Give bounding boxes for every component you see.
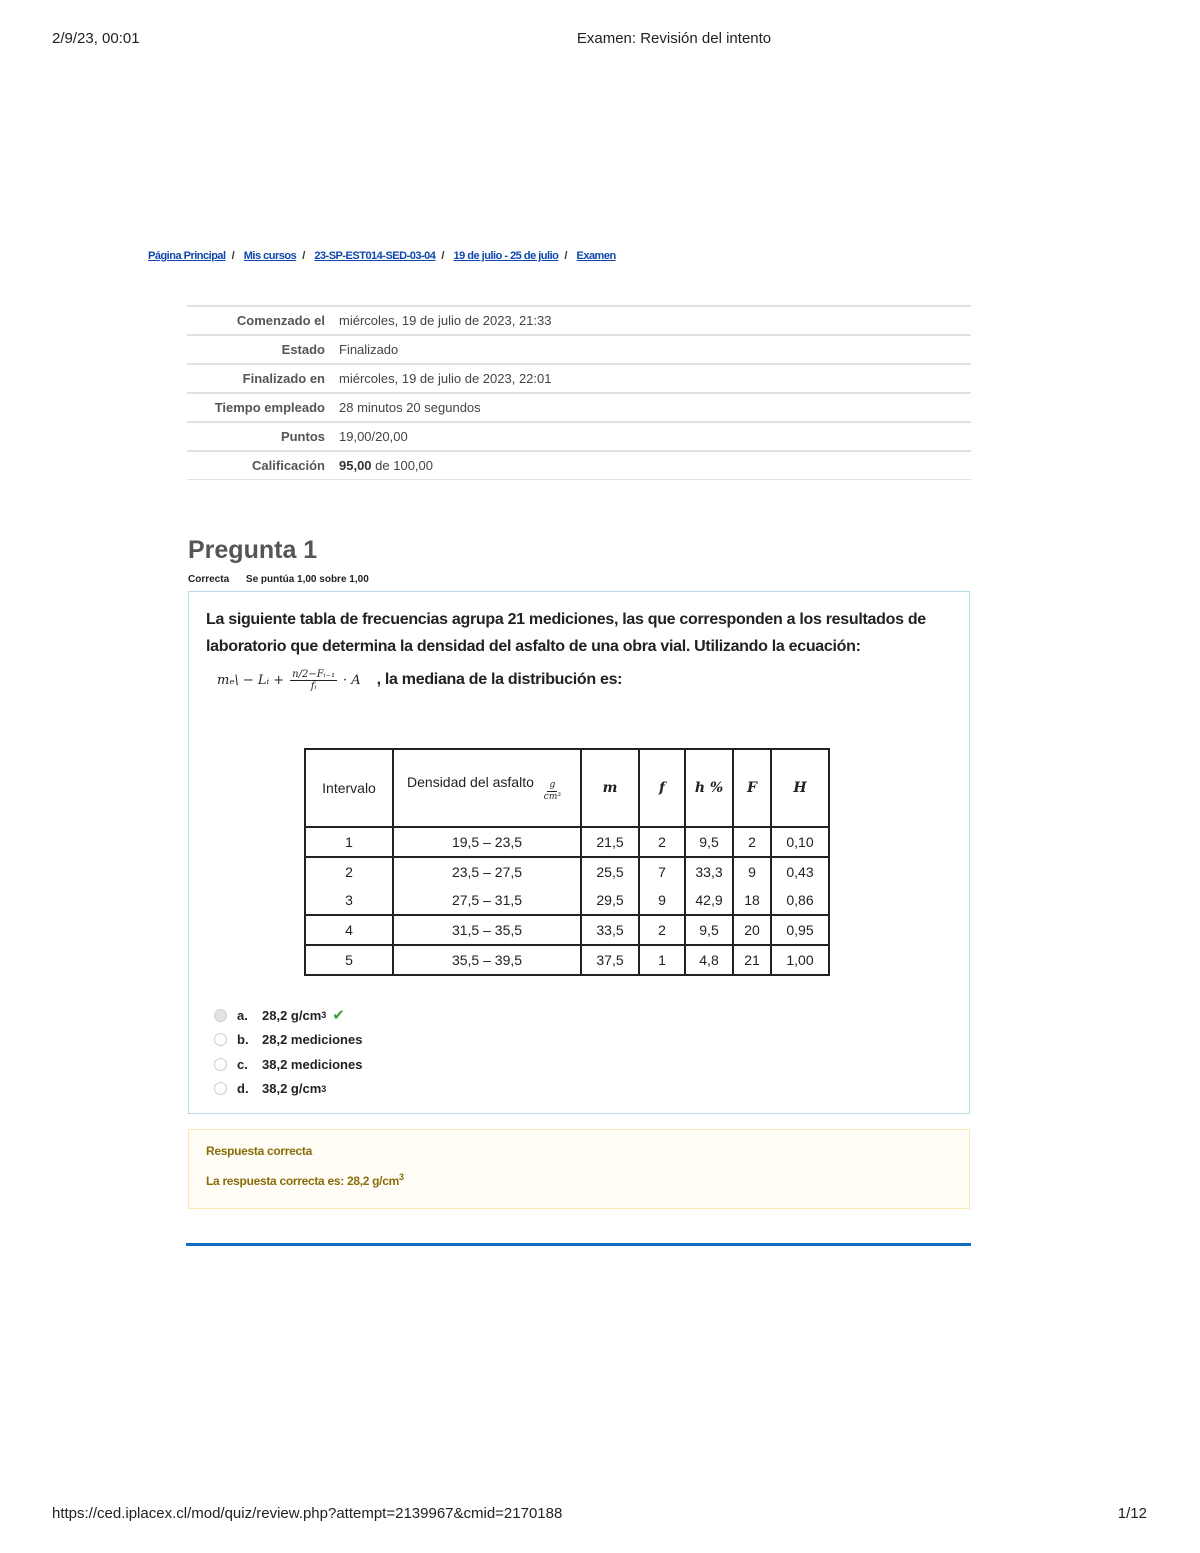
print-title: Examen: Revisión del intento bbox=[576, 30, 772, 47]
table-cell: 31,5 – 35,5 bbox=[393, 915, 581, 945]
summary-value: 19,00/20,00 bbox=[339, 429, 408, 444]
formula-lhs: mₑ\ − Lᵢ + bbox=[217, 672, 285, 688]
answer-text: 28,2 mediciones bbox=[262, 1032, 363, 1048]
frequency-table bbox=[304, 748, 830, 976]
answer-option-b[interactable] bbox=[214, 1028, 362, 1053]
answer-letter: b. bbox=[237, 1032, 249, 1048]
header-F: F bbox=[733, 749, 771, 827]
table-row bbox=[305, 857, 829, 886]
answer-sup: 3 bbox=[321, 1083, 327, 1094]
answer-list bbox=[214, 1003, 362, 1101]
section-divider bbox=[186, 1243, 971, 1246]
table-cell: 33,5 bbox=[581, 915, 639, 945]
summary-row-started bbox=[187, 306, 971, 335]
question-text: La siguiente tabla de frecuencias agrupa 21 mediciones, las que corresponden a los resultados de laboratorio que determina la densidad del asfalto de una obra vial. Utilizando la ecuación: bbox=[206, 611, 926, 655]
summary-value: Finalizado bbox=[339, 342, 399, 357]
table-cell: 4,8 bbox=[685, 945, 733, 975]
summary-value: miércoles, 19 de julio de 2023, 22:01 bbox=[339, 371, 552, 386]
answer-radio[interactable] bbox=[214, 1009, 227, 1022]
answer-text: 38,2 mediciones bbox=[262, 1056, 363, 1072]
header-f: f bbox=[639, 749, 685, 827]
summary-label: Estado bbox=[281, 342, 325, 357]
table-cell: 7 bbox=[639, 857, 685, 886]
summary-row-points bbox=[187, 422, 971, 451]
answer-radio[interactable] bbox=[214, 1033, 227, 1046]
correct-answer-sup: 3 bbox=[398, 1172, 404, 1182]
formula-numerator: n/2−Fᵢ₋₁ bbox=[292, 668, 335, 680]
print-page-number: 1/12 bbox=[1117, 1505, 1147, 1522]
answer-letter: d. bbox=[237, 1081, 249, 1097]
header-H: H bbox=[771, 749, 829, 827]
print-date: 2/9/23, 00:01 bbox=[52, 30, 140, 47]
answer-radio[interactable] bbox=[214, 1082, 227, 1095]
breadcrumb bbox=[148, 250, 616, 262]
breadcrumb-home-link[interactable]: Página Principal bbox=[148, 250, 226, 262]
table-cell: 0,43 bbox=[771, 857, 829, 886]
summary-row-finished bbox=[187, 364, 971, 393]
answer-text: 28,2 g/cm bbox=[262, 1007, 322, 1023]
breadcrumb-separator: / bbox=[302, 250, 306, 262]
table-cell: 25,5 bbox=[581, 857, 639, 886]
summary-row-time bbox=[187, 393, 971, 422]
correct-answer-text bbox=[206, 1172, 404, 1188]
question-content-box bbox=[188, 591, 970, 1114]
density-unit-num: g bbox=[549, 780, 556, 790]
answer-text: 38,2 g/cm bbox=[262, 1081, 322, 1097]
table-cell: 20 bbox=[733, 915, 771, 945]
print-url: https://ced.iplacex.cl/mod/quiz/review.php?attempt=2139967&cmid=2170188 bbox=[52, 1505, 563, 1522]
feedback-status: Respuesta correcta bbox=[206, 1144, 312, 1158]
table-cell: 27,5 – 31,5 bbox=[393, 886, 581, 915]
table-cell: 33,3 bbox=[685, 857, 733, 886]
breadcrumb-exam-link[interactable]: Examen bbox=[576, 250, 616, 262]
table-cell: 2 bbox=[733, 827, 771, 857]
summary-label: Tiempo empleado bbox=[214, 400, 325, 415]
table-cell: 1 bbox=[639, 945, 685, 975]
breadcrumb-my-courses-link[interactable]: Mis cursos bbox=[243, 250, 297, 262]
answer-option-a[interactable] bbox=[214, 1003, 362, 1028]
summary-label: Puntos bbox=[280, 429, 325, 444]
table-row bbox=[305, 827, 829, 857]
table-cell: 3 bbox=[305, 886, 393, 915]
table-cell: 35,5 – 39,5 bbox=[393, 945, 581, 975]
table-row bbox=[305, 886, 829, 915]
table-cell: 5 bbox=[305, 945, 393, 975]
answer-option-c[interactable] bbox=[214, 1052, 362, 1077]
question-grade: Se puntúa 1,00 sobre 1,00 bbox=[245, 574, 369, 585]
formula-denominator: fᵢ bbox=[310, 680, 317, 692]
question-state: Correcta bbox=[188, 574, 230, 585]
question-text-tail: , la mediana de la distribución es: bbox=[376, 671, 623, 688]
question-info bbox=[188, 574, 369, 585]
formula-fraction bbox=[290, 669, 337, 692]
header-m: m bbox=[581, 749, 639, 827]
answer-sup: 3 bbox=[321, 1010, 327, 1021]
median-formula bbox=[217, 669, 361, 692]
table-cell: 9 bbox=[639, 886, 685, 915]
table-row bbox=[305, 945, 829, 975]
table-cell: 42,9 bbox=[685, 886, 733, 915]
question-title: Pregunta 1 bbox=[188, 536, 318, 564]
check-icon: ✔ bbox=[332, 1007, 345, 1025]
summary-label: Calificación bbox=[252, 458, 325, 473]
table-cell: 0,10 bbox=[771, 827, 829, 857]
breadcrumb-separator: / bbox=[231, 250, 235, 262]
table-row bbox=[305, 915, 829, 945]
attempt-summary-table bbox=[187, 305, 971, 480]
correct-answer-prefix: La respuesta correcta es: 28,2 g/cm bbox=[206, 1174, 399, 1188]
table-cell: 19,5 – 23,5 bbox=[393, 827, 581, 857]
table-cell: 21,5 bbox=[581, 827, 639, 857]
answer-radio[interactable] bbox=[214, 1058, 227, 1071]
table-cell: 9 bbox=[733, 857, 771, 886]
print-header bbox=[0, 30, 1200, 50]
summary-value: 28 minutos 20 segundos bbox=[339, 400, 481, 415]
breadcrumb-course-link[interactable]: 23-SP-EST014-SED-03-04 bbox=[314, 250, 436, 262]
summary-value bbox=[337, 451, 971, 480]
table-cell: 18 bbox=[733, 886, 771, 915]
breadcrumb-separator: / bbox=[564, 250, 568, 262]
summary-label: Comenzado el bbox=[236, 313, 325, 328]
density-unit-den: cm³ bbox=[543, 792, 561, 802]
table-cell: 21 bbox=[733, 945, 771, 975]
table-cell: 37,5 bbox=[581, 945, 639, 975]
table-cell: 2 bbox=[305, 857, 393, 886]
table-cell: 9,5 bbox=[685, 827, 733, 857]
header-h: h % bbox=[685, 749, 733, 827]
summary-row-state bbox=[187, 335, 971, 364]
table-cell: 9,5 bbox=[685, 915, 733, 945]
table-cell: 4 bbox=[305, 915, 393, 945]
table-cell: 2 bbox=[639, 827, 685, 857]
table-cell: 0,86 bbox=[771, 886, 829, 915]
density-unit bbox=[544, 780, 561, 803]
formula-rhs: · A bbox=[342, 672, 361, 688]
table-cell: 29,5 bbox=[581, 886, 639, 915]
answer-letter: a. bbox=[237, 1007, 248, 1023]
summary-row-grade bbox=[187, 451, 971, 480]
table-cell: 1,00 bbox=[771, 945, 829, 975]
answer-option-d[interactable] bbox=[214, 1077, 362, 1102]
table-cell: 0,95 bbox=[771, 915, 829, 945]
frequency-table-header bbox=[305, 749, 829, 827]
table-cell: 23,5 – 27,5 bbox=[393, 857, 581, 886]
answer-letter: c. bbox=[237, 1056, 248, 1072]
header-densidad-label: Densidad del asfalto bbox=[407, 774, 534, 790]
header-intervalo: Intervalo bbox=[305, 749, 393, 827]
grade-score: 95,00 bbox=[339, 458, 372, 473]
formula-line bbox=[217, 662, 622, 698]
summary-label: Finalizado en bbox=[242, 371, 325, 386]
breadcrumb-separator: / bbox=[441, 250, 445, 262]
grade-max: de 100,00 bbox=[375, 458, 434, 473]
table-cell: 1 bbox=[305, 827, 393, 857]
breadcrumb-week-link[interactable]: 19 de julio - 25 de julio bbox=[453, 250, 559, 262]
header-densidad bbox=[393, 749, 581, 827]
table-cell: 2 bbox=[639, 915, 685, 945]
summary-value: miércoles, 19 de julio de 2023, 21:33 bbox=[339, 313, 552, 328]
feedback-box bbox=[188, 1129, 970, 1209]
